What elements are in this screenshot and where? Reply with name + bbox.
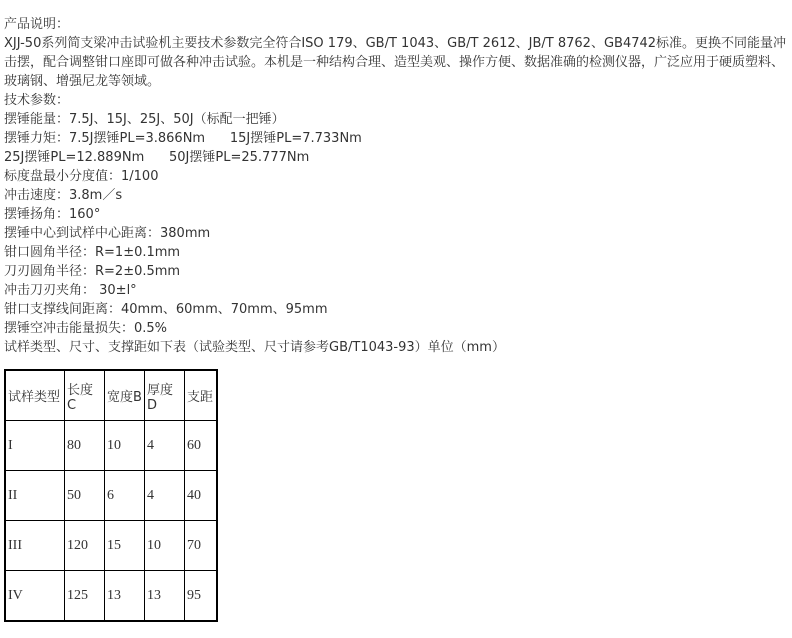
table-row — [5, 471, 217, 521]
specimen-table — [4, 369, 218, 622]
param-line: 刀刃圆角半径：R=2±0.5mm — [4, 264, 181, 279]
table-cell: II — [5, 471, 65, 521]
param-line: 冲击刀刃夹角： 30±l° — [4, 283, 137, 298]
header-cell: 长度C — [65, 370, 105, 421]
intro-paragraph: XJJ-50系列简支梁冲击试验机主要技术参数完全符合ISO 179、GB/T 1043、GB/T 2612、JB/T 8762、GB4742标准。更换不同能量冲击摆，配合调整钳口座即可做各种冲击试验。本机是一种结构合理、造型美观、操作方便、数据准确的检测仪器，广泛应用于硬质塑料、玻璃钢、增强尼龙等领域。 — [4, 36, 787, 89]
table-cell: 50 — [65, 471, 105, 521]
table-cell: 4 — [145, 471, 185, 521]
table-cell: 15 — [105, 521, 145, 571]
table-cell: 6 — [105, 471, 145, 521]
table-row — [5, 421, 217, 471]
table-cell: 10 — [145, 521, 185, 571]
header-cell: 宽度B — [105, 370, 145, 421]
table-cell: 40 — [185, 471, 218, 521]
table-cell: 4 — [145, 421, 185, 471]
param-line: 摆锤力矩：7.5J摆锤PL=3.866Nm 15J摆锤PL=7.733Nm — [4, 131, 362, 146]
intro-section — [4, 15, 788, 91]
param-line: 钳口圆角半径：R=1±0.1mm — [4, 245, 181, 260]
param-line: 摆锤空冲击能量损失：0.5% — [4, 321, 168, 336]
table-row — [5, 521, 217, 571]
header-cell: 厚度D — [145, 370, 185, 421]
table-header-row — [5, 370, 217, 421]
param-line: 标度盘最小分度值：1/100 — [4, 169, 159, 184]
table-cell: 60 — [185, 421, 218, 471]
table-cell: 13 — [145, 571, 185, 622]
table-cell: IV — [5, 571, 65, 622]
param-line: 25J摆锤PL=12.889Nm 50J摆锤PL=25.777Nm — [4, 150, 310, 165]
header-cell: 试样类型 — [5, 370, 65, 421]
table-cell: 125 — [65, 571, 105, 622]
params-heading: 技术参数： — [4, 93, 70, 108]
param-line: 摆锤扬角：160° — [4, 207, 101, 222]
table-cell: 80 — [65, 421, 105, 471]
intro-heading: 产品说明： — [4, 17, 70, 32]
table-cell: 10 — [105, 421, 145, 471]
table-cell: I — [5, 421, 65, 471]
table-cell: 13 — [105, 571, 145, 622]
table-cell: 95 — [185, 571, 218, 622]
param-line: 钳口支撑线间距离：40mm、60mm、70mm、95mm — [4, 302, 328, 317]
param-line: 摆锤能量：7.5J、15J、25J、50J（标配一把锤） — [4, 112, 285, 127]
technical-params-section — [4, 91, 788, 357]
table-cell: 120 — [65, 521, 105, 571]
param-line: 冲击速度：3.8m／s — [4, 188, 123, 203]
table-cell: 70 — [185, 521, 218, 571]
table-cell: III — [5, 521, 65, 571]
param-line: 试样类型、尺寸、支撑距如下表（试验类型、尺寸请参考GB/T1043-93）单位（mm） — [4, 340, 505, 355]
table-row — [5, 571, 217, 622]
header-cell: 支距 — [185, 370, 218, 421]
param-line: 摆锤中心到试样中心距离：380mm — [4, 226, 211, 241]
